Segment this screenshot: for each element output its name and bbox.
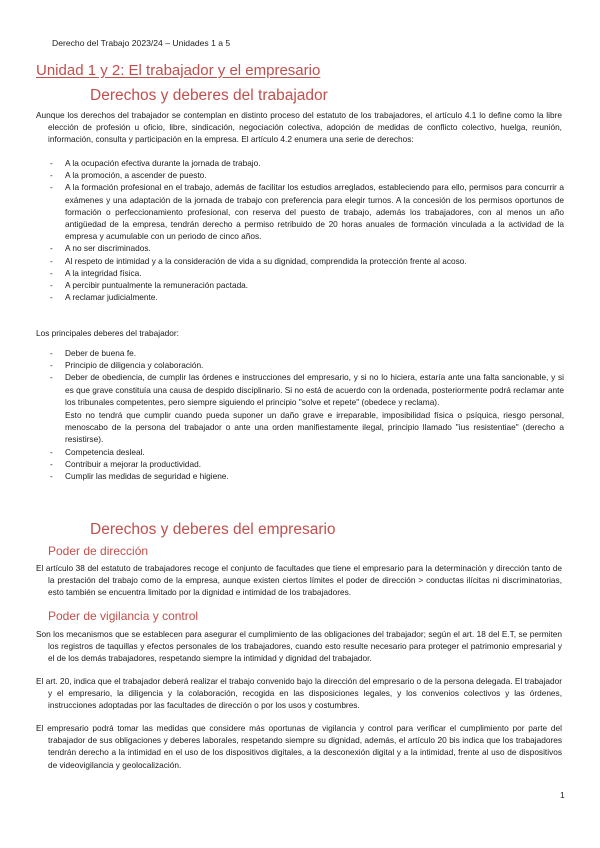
control-text-2: El art. 20, indica que el trabajador deberá realizar el trabajo convenido bajo la dirección del empresario o de la persona delegada. El trabajador y el empresario, la diligencia y la colaboración, recogida en las disposiciones legales, y los convenios colectivos y las órdenes, instrucciones adoptadas por las facultades de dirección o por los usos y costumbres. xyxy=(36,676,562,711)
worker-intro-text: Aunque los derechos del trabajador se contemplan en distinto proceso del estatuto de los trabajadores, el artículo 4.1 lo define como la libre elección de profesión u oficio, libre, sindicación, negociación colectiva, adopción de medidas de conflicto colectivo, huelga, reunión, información, consulta y participación en la empresa. El artículo 4.2 enumera una serie de derechos: xyxy=(36,110,562,145)
list-item: - Deber de obediencia, de cumplir las órdenes e instrucciones del empresario, y si no lo hiciera, estaría ante una falta sancionable, y si es que grave constituía una causa de despido disciplinario. Si no está de acuerdo con la ordenada, posteriormente podrá reclamar ante los tribunales competentes, pero siempre siguiendo el principio "solve et repete" (obedece y reclama). Esto no tendrá que cumplir cuando pueda suponer un daño grave e irreparable, imposibilidad física o psíquica, riesgo personal, menoscabo de la persona del trabajador o ante una orden manifiestamente ilegal, principio llamado "ius resistentiae" (derecho a resistirse). xyxy=(50,372,564,445)
page-number: 1 xyxy=(560,790,565,800)
list-item: - Deber de buena fe. xyxy=(50,348,137,358)
duty-continuation: Esto no tendrá que cumplir cuando pueda suponer un daño grave e irreparable, imposibilidad física o psíquica, riesgo personal, menoscabo de la persona del trabajador o ante una orden manifiestamente ilegal, principio llamado "ius resistentiae" (derecho a resistirse). xyxy=(65,410,564,445)
list-item: - A percibir puntualmente la remuneración pactada. xyxy=(50,280,249,291)
list-item: - Principio de diligencia y colaboración. xyxy=(50,360,204,371)
control-text-1: Son los mecanismos que se establecen para asegurar el cumplimiento de las obligaciones del trabajador; según el art. 18 del E.T, se permiten los registros de taquillas y efectos personales de los trabajadores, cuando esto resulte necesario para proteger el patrimonio empresarial y el de los demás trabajadores, respetando siempre la intimidad y dignidad del trabajador. xyxy=(36,629,562,664)
heading-direction-power: Poder de dirección xyxy=(48,544,149,558)
list-item: - Contribuir a mejorar la productividad. xyxy=(50,458,202,469)
worker-rights-list xyxy=(50,157,564,303)
list-item: - A reclamar judicialmente. xyxy=(50,292,158,303)
running-header: Derecho del Trabajo 2023/24 – Unidades 1 a 5 xyxy=(52,38,231,48)
heading-worker-rights: Derechos y deberes del trabajador xyxy=(90,87,328,104)
list-item: - A la ocupación efectiva durante la jornada de trabajo. xyxy=(50,158,261,168)
worker-duties-intro: Los principales deberes del trabajador: xyxy=(36,328,179,338)
direction-paragraph xyxy=(36,562,562,599)
direction-text: El artículo 38 del estatuto de trabajadores recoge el conjunto de facultades que tiene el empresario para la determinación y dirección tanto de la prestación del trabajo como de la empresa, aunque existen ciertos límites el poder de dirección > conductas ilícitas ni discriminatorias, esto también se encuentra limitado por la dignidad e intimidad de los trabajadores. xyxy=(36,563,562,598)
list-item: - A no ser discriminados. xyxy=(50,243,151,254)
control-paragraph-2 xyxy=(36,675,562,712)
list-item: - Competencia desleal. xyxy=(50,446,145,457)
unit-title: Unidad 1 y 2: El trabajador y el empresario xyxy=(36,62,321,79)
control-paragraph-1 xyxy=(36,628,562,665)
list-item: - Al respeto de intimidad y a la consideración de vida a su dignidad, comprendida la protección frente al acoso. xyxy=(50,255,467,266)
control-paragraph-3 xyxy=(36,722,562,771)
list-item: - A la promoción, a ascender de puesto. xyxy=(50,170,207,181)
list-item: - Cumplir las medidas de seguridad e higiene. xyxy=(50,471,229,482)
list-item: - A la formación profesional en el trabajo, además de facilitar los estudios arreglados, estableciendo para ello, permisos para concurrir a exámenes y una adaptación de la jornada de trabajo con preferencia para elegir turnos. A la concesión de los permisos oportunos de formación o perfeccionamiento profesional, con reserva del puesto de trabajo, además los trabajadores, con al menos un año antigüedad de la empresa, tendrán derecho a permiso retribuido de 20 horas anuales de formación vinculada a la actividad de la empresa y acumulable con un periodo de cinco años. xyxy=(50,182,564,242)
control-text-3: El empresario podrá tomar las medidas que considere más oportunas de vigilancia y control para verificar el cumplimiento por parte del trabajador de sus obligaciones y deberes laborales, respetando siempre su dignidad, además, el artículo 20 bis indica que los trabajadores tendrán derecho a la intimidad en el uso de los dispositivos digitales, a la desconexión digital y a la intimidad, frente al uso de dispositivos de videovigilancia y geolocalización. xyxy=(36,723,562,770)
worker-intro-paragraph xyxy=(36,109,562,146)
list-item: - A la integridad física. xyxy=(50,267,142,278)
heading-employer-rights: Derechos y deberes del empresario xyxy=(90,521,336,538)
worker-duties-list xyxy=(50,347,564,482)
heading-control-power: Poder de vigilancia y control xyxy=(48,609,199,623)
